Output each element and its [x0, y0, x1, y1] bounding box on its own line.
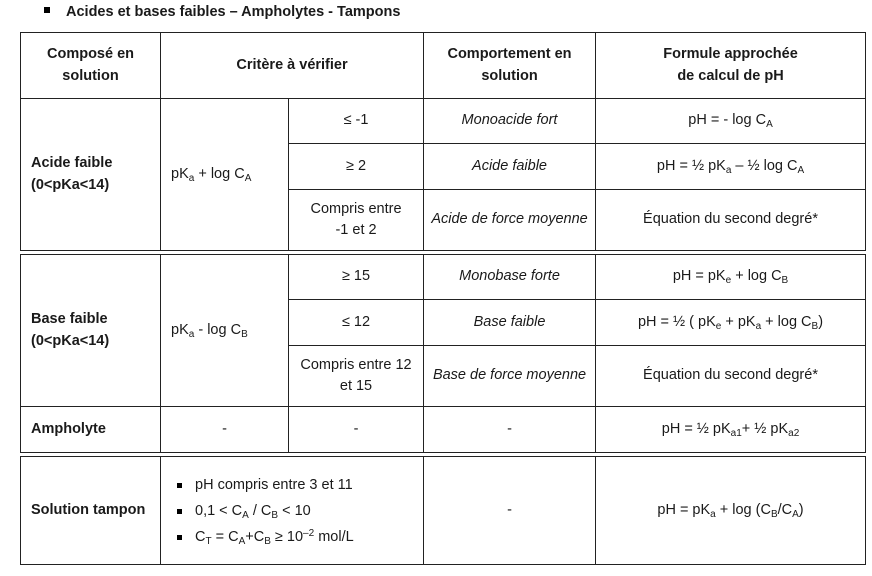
acide-behavior-1: Monoacide fort — [424, 99, 596, 144]
acide-formula-2: pH = ½ $pK_a$ – ½ $\log C_A$ — [596, 144, 866, 190]
list-item: pH compris entre 3 et 11 — [195, 472, 419, 498]
base-behavior-2: Base faible — [424, 300, 596, 346]
header-formule: Formule approchée de calcul de pH — [596, 33, 866, 99]
acide-behavior-3: Acide de force moyenne — [424, 190, 596, 251]
header-comportement: Comportement en solution — [424, 33, 596, 99]
base-formula-1: pH = $pK_e + \log C_B$ — [596, 255, 866, 300]
header-compose: Composé en solution — [21, 33, 161, 99]
tampon-formula: pH = $pK_a + \log (C_B/C_A)$ — [596, 457, 866, 565]
list-item: $0,1 < C_A / C_B < 10$ — [195, 498, 419, 524]
ph-table — [20, 32, 866, 565]
base-formula-2: pH = ½ ( $pK_e + pK_a + \log C_B$) — [596, 300, 866, 346]
ampholyte-crit-1: - — [161, 407, 289, 453]
table-row — [21, 457, 866, 565]
base-cond-1: ≥ 15 — [289, 255, 424, 300]
tampon-behavior: - — [424, 457, 596, 565]
list-item: $C_T = C_A+C_B \ge 10^{-2}$ mol/L — [195, 524, 419, 550]
base-name: Base faible (0<pKa<14) — [21, 255, 161, 407]
ampholyte-behavior: - — [424, 407, 596, 453]
table-row — [21, 407, 866, 453]
acide-name: Acide faible (0<pKa<14) — [21, 99, 161, 251]
section-title-text: Acides et bases faibles – Ampholytes - Tampons — [66, 4, 401, 20]
acide-cond-2: ≥ 2 — [289, 144, 424, 190]
ampholyte-formula: pH = ½ $pK_{a1}+$ ½ $pK_{a2}$ — [596, 407, 866, 453]
ampholyte-crit-2: - — [289, 407, 424, 453]
base-formula-3: Équation du second degré* — [596, 346, 866, 407]
acide-formula-1: pH = - $\log C_A$ — [596, 99, 866, 144]
base-cond-2: ≤ 12 — [289, 300, 424, 346]
base-criterion: $pK_a$ - $\log C_B$ — [161, 255, 289, 407]
tampon-name: Solution tampon — [21, 457, 161, 565]
section-title — [44, 4, 400, 20]
acide-formula-3: Équation du second degré* — [596, 190, 866, 251]
ampholyte-name: Ampholyte — [21, 407, 161, 453]
table-row — [21, 255, 866, 300]
table-row — [21, 99, 866, 144]
tampon-criteria — [161, 457, 424, 565]
header-row — [21, 33, 866, 99]
base-behavior-3: Base de force moyenne — [424, 346, 596, 407]
header-critere: Critère à vérifier — [161, 33, 424, 99]
bullet-icon — [44, 7, 50, 13]
acide-cond-1: ≤ -1 — [289, 99, 424, 144]
base-cond-3: Compris entre 12 et 15 — [289, 346, 424, 407]
acide-criterion: $pK_a + \log C_A$ — [161, 99, 289, 251]
acide-behavior-2: Acide faible — [424, 144, 596, 190]
acide-cond-3: Compris entre -1 et 2 — [289, 190, 424, 251]
base-behavior-1: Monobase forte — [424, 255, 596, 300]
